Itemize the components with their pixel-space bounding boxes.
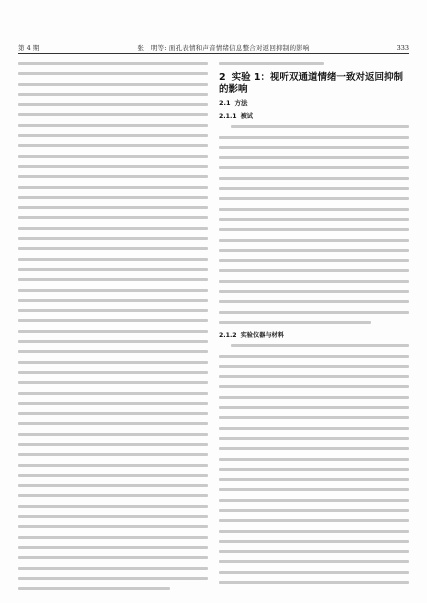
text-line xyxy=(18,227,208,230)
text-line xyxy=(219,197,409,200)
text-line xyxy=(219,365,409,368)
text-line xyxy=(18,361,208,364)
text-line xyxy=(18,392,208,395)
text-line xyxy=(18,402,208,405)
text-line xyxy=(18,340,208,343)
text-line xyxy=(219,218,409,221)
text-line xyxy=(18,299,208,302)
text-line xyxy=(18,175,208,178)
text-line xyxy=(18,515,208,518)
text-line xyxy=(18,587,170,590)
text-line xyxy=(219,321,371,324)
text-line xyxy=(219,208,409,211)
text-line xyxy=(219,166,409,169)
text-line xyxy=(18,289,208,292)
section-number: 2 xyxy=(219,72,226,84)
text-line xyxy=(231,344,409,347)
text-line xyxy=(219,62,324,65)
subsection-2-1-2-heading xyxy=(219,331,409,340)
text-line xyxy=(219,447,409,450)
text-line xyxy=(18,155,208,158)
text-line xyxy=(219,427,409,430)
text-line xyxy=(18,330,208,333)
text-line xyxy=(219,458,409,461)
text-line xyxy=(18,443,208,446)
text-line xyxy=(219,509,409,512)
text-line xyxy=(18,474,208,477)
text-line xyxy=(18,556,208,559)
text-line xyxy=(18,464,208,467)
text-line xyxy=(18,577,208,580)
text-line xyxy=(219,396,409,399)
text-line xyxy=(219,560,409,563)
text-line xyxy=(219,228,409,231)
text-line xyxy=(219,239,409,242)
text-line xyxy=(219,530,409,533)
text-line xyxy=(18,206,208,209)
page-number: 333 xyxy=(396,44,409,52)
text-line xyxy=(219,488,409,491)
running-header xyxy=(18,40,409,52)
text-line xyxy=(18,113,208,116)
text-line xyxy=(18,567,208,570)
text-line xyxy=(219,468,409,471)
text-line xyxy=(219,437,409,440)
text-line xyxy=(219,187,409,190)
text-line xyxy=(219,478,409,481)
text-line xyxy=(219,355,409,358)
text-line xyxy=(219,406,409,409)
text-line xyxy=(18,546,208,549)
subsection-number: 2.1 xyxy=(219,99,231,108)
subsection-2-1-1-heading xyxy=(219,112,409,121)
text-line xyxy=(18,83,208,86)
text-line xyxy=(18,93,208,96)
subsection-number: 2.1.1 xyxy=(219,113,237,121)
running-title: 张 明等: 面孔表情和声音情绪信息整合对返回抑制的影响 xyxy=(137,44,310,52)
text-line xyxy=(219,385,409,388)
text-line xyxy=(18,268,208,271)
text-line xyxy=(219,259,409,262)
text-line xyxy=(219,519,409,522)
text-line xyxy=(219,290,409,293)
text-line xyxy=(219,581,409,584)
text-line xyxy=(18,453,208,456)
text-line xyxy=(18,216,208,219)
text-line xyxy=(18,350,208,353)
text-line xyxy=(18,237,208,240)
text-line xyxy=(18,412,208,415)
text-line xyxy=(18,186,208,189)
subsection-title: 被试 xyxy=(240,113,253,121)
subsection-2-1-heading xyxy=(219,99,409,108)
text-line xyxy=(18,484,208,487)
text-line xyxy=(18,134,208,137)
text-line xyxy=(219,311,409,314)
text-line xyxy=(18,371,208,374)
text-line xyxy=(18,319,208,322)
text-line xyxy=(219,177,409,180)
text-line xyxy=(219,146,409,149)
text-line xyxy=(219,540,409,543)
text-line xyxy=(219,280,409,283)
subsection-title: 实验仪器与材料 xyxy=(240,332,284,340)
text-line xyxy=(219,375,409,378)
text-line xyxy=(18,525,208,528)
text-line xyxy=(18,62,208,65)
text-line xyxy=(18,381,208,384)
text-line xyxy=(219,571,409,574)
text-line xyxy=(18,422,208,425)
text-line xyxy=(18,196,208,199)
text-line xyxy=(219,550,409,553)
section-title: 实验 1：视听双通道情绪一致对返回抑制的影响 xyxy=(219,72,404,96)
text-line xyxy=(18,433,208,436)
text-line xyxy=(18,103,208,106)
text-line xyxy=(219,249,409,252)
issue-label: 第 4 期 xyxy=(18,44,40,52)
text-line xyxy=(18,505,208,508)
text-line xyxy=(219,136,409,139)
text-line xyxy=(18,494,208,497)
text-line xyxy=(18,536,208,539)
subsection-title: 方法 xyxy=(234,99,248,108)
text-line xyxy=(219,416,409,419)
text-line xyxy=(18,165,208,168)
text-line xyxy=(18,309,208,312)
text-line xyxy=(18,278,208,281)
text-line xyxy=(18,258,208,261)
text-line xyxy=(18,144,208,147)
text-line xyxy=(219,499,409,502)
section-2-heading xyxy=(219,72,409,96)
right-column xyxy=(219,62,409,591)
subsection-number: 2.1.2 xyxy=(219,332,237,340)
text-line xyxy=(219,269,409,272)
text-line xyxy=(219,300,409,303)
header-rule xyxy=(18,53,409,54)
text-line xyxy=(219,156,409,159)
left-column xyxy=(18,62,208,597)
text-line xyxy=(18,247,208,250)
text-line xyxy=(231,125,409,128)
text-line xyxy=(18,72,208,75)
text-line xyxy=(18,124,208,127)
